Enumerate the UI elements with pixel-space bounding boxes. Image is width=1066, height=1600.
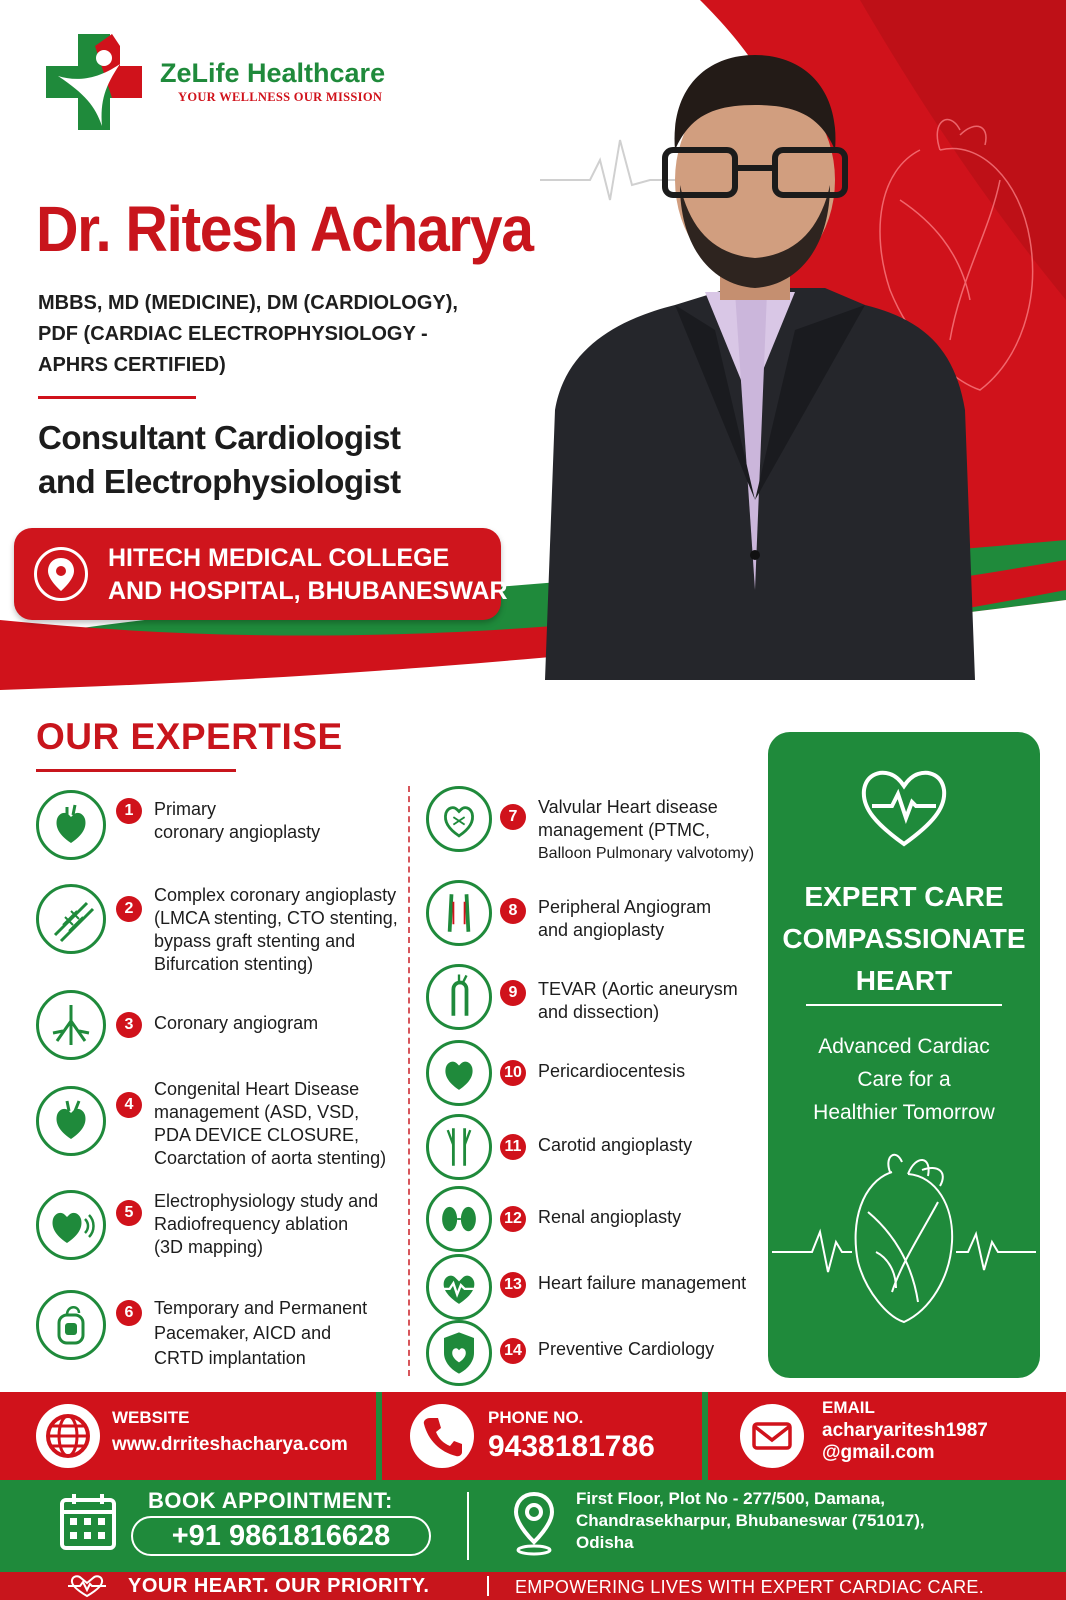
hospital-badge (14, 528, 508, 620)
expertise-item (36, 884, 396, 984)
kidneys-icon (426, 1186, 492, 1252)
card-subtitle (768, 1030, 1040, 1129)
item-number: 1 (116, 798, 142, 824)
item-line: (LMCA stenting, CTO stenting, (154, 908, 398, 928)
item-line: Balloon Pulmonary valvotomy) (538, 845, 755, 862)
item-line: CRTD implantation (154, 1348, 306, 1368)
pacemaker-icon (36, 1290, 106, 1360)
item-line: management (ASD, VSD, (154, 1102, 360, 1122)
globe-icon (36, 1404, 100, 1468)
separator (487, 1576, 489, 1596)
contact-bar (0, 1392, 1066, 1480)
expertise-item (426, 1040, 766, 1110)
item-text (154, 1078, 386, 1170)
item-number: 6 (116, 1300, 142, 1326)
heart-monitor-icon (426, 1254, 492, 1320)
item-text (154, 1190, 378, 1259)
item-line: Preventive Cardiology (538, 1339, 715, 1359)
email-label: EMAIL (822, 1398, 875, 1417)
qualification-line: PDF (CARDIAC ELECTROPHYSIOLOGY - (38, 323, 428, 345)
doctor-photo (505, 30, 985, 680)
hospital-name (108, 542, 508, 608)
expertise-item (426, 1186, 766, 1256)
shield-heart-icon (426, 1320, 492, 1386)
anatomical-heart-icon (772, 1142, 1036, 1332)
item-line: Electrophysiology study and (154, 1191, 379, 1211)
doctor-role (38, 416, 401, 504)
email-line: @gmail.com (822, 1442, 935, 1463)
role-line: Consultant Cardiologist (38, 419, 401, 456)
separator (467, 1492, 469, 1560)
expertise-item (426, 1254, 766, 1324)
card-subtitle-line: Healthier Tomorrow (813, 1101, 995, 1124)
expertise-item (426, 786, 766, 868)
card-title-line: HEART (855, 965, 953, 996)
item-line: Temporary and Permanent (154, 1298, 368, 1318)
item-text (154, 884, 398, 976)
qualification-line: MBBS, MD (MEDICINE), DM (CARDIOLOGY), (38, 292, 458, 314)
role-line: and Electrophysiologist (38, 463, 401, 500)
brand-name: ZeLife Healthcare (160, 58, 386, 88)
item-text (538, 896, 711, 942)
item-line: bypass graft stenting and (154, 931, 356, 951)
item-number: 5 (116, 1200, 142, 1226)
coronary-arteries-icon (36, 990, 106, 1060)
separator (702, 1392, 708, 1480)
electrophysiology-heart-icon (36, 1190, 106, 1260)
item-line: coronary angioplasty (154, 822, 321, 842)
item-line: TEVAR (Aortic aneurysm (538, 979, 738, 999)
divider (38, 396, 196, 399)
expertise-item (426, 1320, 766, 1390)
column-divider (408, 786, 410, 1376)
expertise-title: OUR EXPERTISE (36, 716, 343, 757)
item-text (538, 1206, 681, 1229)
expertise-item (426, 1114, 766, 1184)
qualification-line: APHRS CERTIFIED) (38, 354, 226, 376)
expertise-item (36, 1078, 396, 1178)
heart-pulse-icon (856, 762, 952, 852)
item-line: and angioplasty (538, 920, 665, 940)
item-number: 11 (500, 1134, 526, 1160)
item-line: Carotid angioplasty (538, 1135, 693, 1155)
item-line: Coarctation of aorta stenting) (154, 1148, 387, 1168)
doctor-name: Dr. Ritesh Acharya (36, 193, 533, 265)
footer-slogan: YOUR HEART. OUR PRIORITY. (128, 1575, 430, 1597)
item-line: Pacemaker, AICD and (154, 1323, 332, 1343)
heart-pulse-icon (66, 1574, 108, 1598)
carotid-icon (426, 1114, 492, 1180)
item-number: 14 (500, 1338, 526, 1364)
expertise-item (426, 964, 766, 1036)
item-text (538, 1134, 692, 1157)
envelope-icon (740, 1404, 804, 1468)
item-text (154, 1012, 318, 1035)
separator (376, 1392, 382, 1480)
expertise-item (36, 790, 396, 870)
booking-bar (0, 1480, 1066, 1572)
item-number: 13 (500, 1272, 526, 1298)
item-line: and dissection) (538, 1002, 660, 1022)
item-text (538, 1060, 685, 1083)
divider (806, 1004, 1002, 1006)
item-number: 3 (116, 1012, 142, 1038)
card-subtitle-line: Advanced Cardiac (818, 1035, 990, 1058)
item-line: Congenital Heart Disease (154, 1079, 360, 1099)
card-subtitle-line: Care for a (857, 1068, 951, 1091)
card-title-line: COMPASSIONATE (782, 923, 1026, 954)
expertise-item (36, 1290, 396, 1376)
address-line: Chandrasekharpur, Bhubaneswar (751017), (576, 1511, 925, 1530)
item-text (154, 798, 320, 844)
item-line: Primary (154, 799, 216, 819)
item-text (538, 1272, 746, 1295)
zelife-logo (40, 26, 150, 136)
item-number: 4 (116, 1092, 142, 1118)
item-text (538, 978, 738, 1024)
item-number: 7 (500, 804, 526, 830)
aorta-icon (426, 964, 492, 1030)
item-number: 12 (500, 1206, 526, 1232)
clinic-address (576, 1488, 925, 1554)
brand-tagline: YOUR WELLNESS OUR MISSION (178, 90, 383, 104)
item-line: Bifurcation stenting) (154, 954, 314, 974)
book-appointment-label: BOOK APPOINTMENT: (148, 1488, 393, 1513)
item-text (538, 1338, 714, 1361)
card-title (768, 876, 1040, 1002)
item-text (538, 796, 754, 865)
item-line: management (PTMC, (538, 820, 711, 840)
item-line: Renal angioplasty (538, 1207, 682, 1227)
expertise-item (36, 990, 396, 1070)
address-line: First Floor, Plot No - 277/500, Damana, (576, 1489, 885, 1508)
item-number: 2 (116, 896, 142, 922)
phone-label: PHONE NO. (488, 1408, 584, 1427)
expert-care-card (768, 732, 1040, 1378)
item-number: 8 (500, 898, 526, 924)
item-line: Heart failure management (538, 1273, 747, 1293)
email-address[interactable] (822, 1420, 988, 1464)
doctor-qualifications (38, 288, 518, 381)
congenital-heart-icon (36, 1086, 106, 1156)
location-pin-icon (34, 547, 88, 601)
legs-arteries-icon (426, 880, 492, 946)
item-line: PDA DEVICE CLOSURE, (154, 1125, 360, 1145)
item-number: 9 (500, 980, 526, 1006)
expertise-item (36, 1190, 396, 1276)
item-text (154, 1296, 367, 1371)
footer-mission: EMPOWERING LIVES WITH EXPERT CARDIAC CARE. (515, 1577, 985, 1597)
item-line: Peripheral Angiogram (538, 897, 712, 917)
appointment-phone[interactable]: +91 9861816628 (131, 1516, 431, 1556)
item-number: 10 (500, 1060, 526, 1086)
item-line: Radiofrequency ablation (154, 1214, 349, 1234)
location-pin-icon (510, 1490, 558, 1558)
pericardium-icon (426, 1040, 492, 1106)
item-line: Complex coronary angioplasty (154, 885, 397, 905)
item-line: Coronary angiogram (154, 1013, 319, 1033)
valve-heart-icon (426, 786, 492, 852)
item-line: Valvular Heart disease (538, 797, 718, 817)
item-line: (3D mapping) (154, 1237, 264, 1257)
phone-icon (410, 1404, 474, 1468)
card-title-line: EXPERT CARE (804, 881, 1004, 912)
divider (36, 769, 236, 772)
heart-organ-icon (36, 790, 106, 860)
stent-icon (36, 884, 106, 954)
website-label: WEBSITE (112, 1408, 190, 1427)
hospital-line: HITECH MEDICAL COLLEGE (108, 544, 450, 572)
expertise-item (426, 880, 766, 952)
hospital-line: AND HOSPITAL, BHUBANESWAR (108, 577, 508, 605)
footer (0, 1572, 1066, 1600)
address-line: Odisha (576, 1533, 634, 1552)
phone-number[interactable]: 9438181786 (488, 1430, 655, 1463)
item-line: Pericardiocentesis (538, 1061, 686, 1081)
email-line: acharyaritesh1987 (822, 1420, 988, 1441)
website-link[interactable]: www.drriteshacharya.com (112, 1434, 348, 1455)
calendar-icon (58, 1490, 118, 1554)
